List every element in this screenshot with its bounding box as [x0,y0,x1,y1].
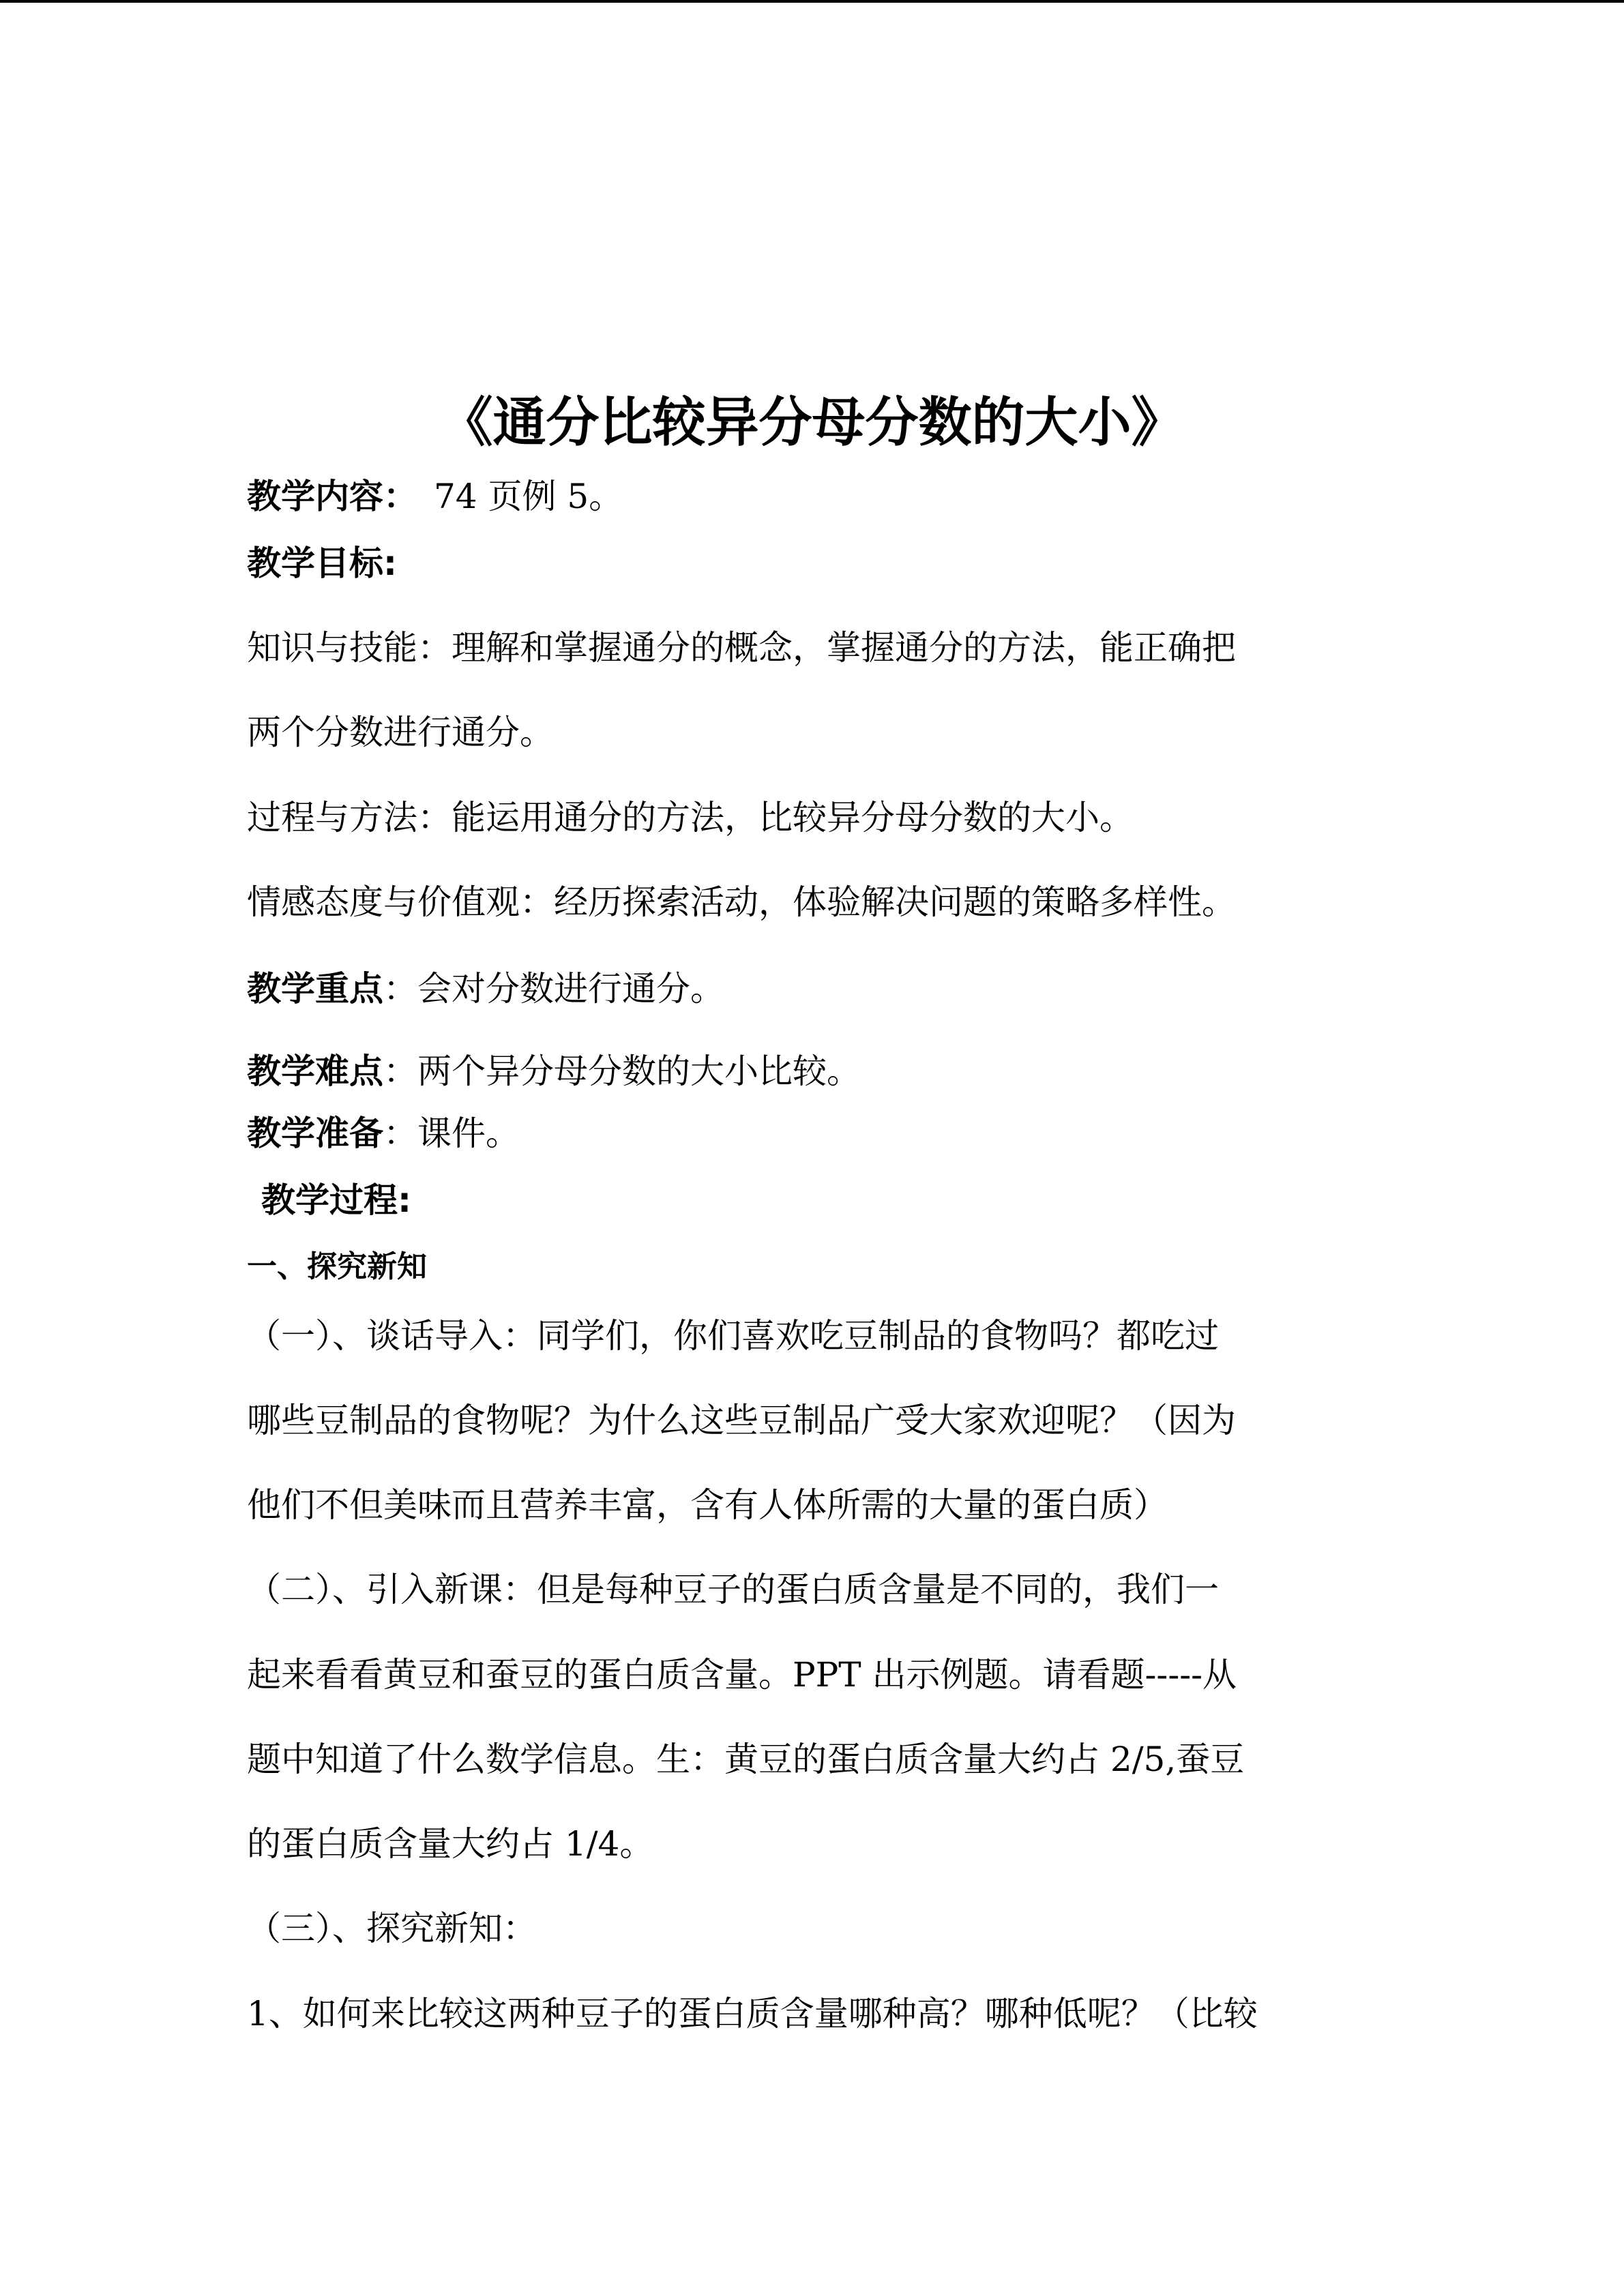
preparation-value: ：课件。 [383,1114,520,1153]
paragraph-intro-line3: 他们不但美味而且营养丰富，含有人体所需的大量的蛋白质） [247,1485,1168,1525]
objectives-heading: 教学目标: [247,543,397,583]
objective-knowledge-line2: 两个分数进行通分。 [247,713,554,752]
difficulty-value: ：两个异分母分数的大小比较。 [383,1052,861,1091]
document-title: 《通分比较异分母分数的大小》 [439,392,1185,453]
paragraph-explore-heading: （三）、探究新知： [247,1909,537,1948]
paragraph-intro-line2: 哪些豆制品的食物呢？为什么这些豆制品广受大家欢迎呢？（因为 [247,1401,1236,1440]
process-heading: 教学过程: [261,1180,411,1220]
key-point-value: ：会对分数进行通分。 [383,969,724,1009]
key-point-line [247,965,724,1013]
paragraph-question-line1: 1、如何来比较这两种豆子的蛋白质含量哪种高？哪种低呢？（比较 [247,1994,1258,2033]
objective-emotion: 情感态度与价值观：经历探索活动，体验解决问题的策略多样性。 [247,882,1236,922]
teaching-content-line [247,473,623,520]
paragraph-intro-line1: （一）、谈话导入：同学们，你们喜欢吃豆制品的食物吗？都吃过 [247,1316,1219,1356]
paragraph-new-lesson-line1: （二）、引入新课：但是每种豆子的蛋白质含量是不同的，我们一 [247,1570,1219,1609]
objective-knowledge-line1: 知识与技能：理解和掌握通分的概念，掌握通分的方法，能正确把 [247,628,1236,668]
preparation-label: 教学准备 [247,1114,383,1153]
paragraph-new-lesson-line2: 起来看看黄豆和蚕豆的蛋白质含量。PPT 出示例题。请看题-----从 [247,1655,1237,1695]
key-point-label: 教学重点 [247,969,383,1009]
teaching-content-value: 74 页例 5。 [434,477,623,516]
paragraph-new-lesson-line4: 的蛋白质含量大约占 1/4。 [247,1824,654,1864]
difficulty-line [247,1047,861,1095]
section-explore-heading: 一、探究新知 [247,1249,427,1284]
difficulty-label: 教学难点 [247,1052,383,1091]
teaching-content-label: 教学内容： [247,477,417,516]
preparation-line [247,1109,520,1157]
objective-process: 过程与方法：能运用通分的方法，比较异分母分数的大小。 [247,798,1134,837]
paragraph-new-lesson-line3: 题中知道了什么数学信息。生：黄豆的蛋白质含量大约占 2/5,蚕豆 [247,1740,1245,1779]
top-border-rule [0,0,1624,3]
